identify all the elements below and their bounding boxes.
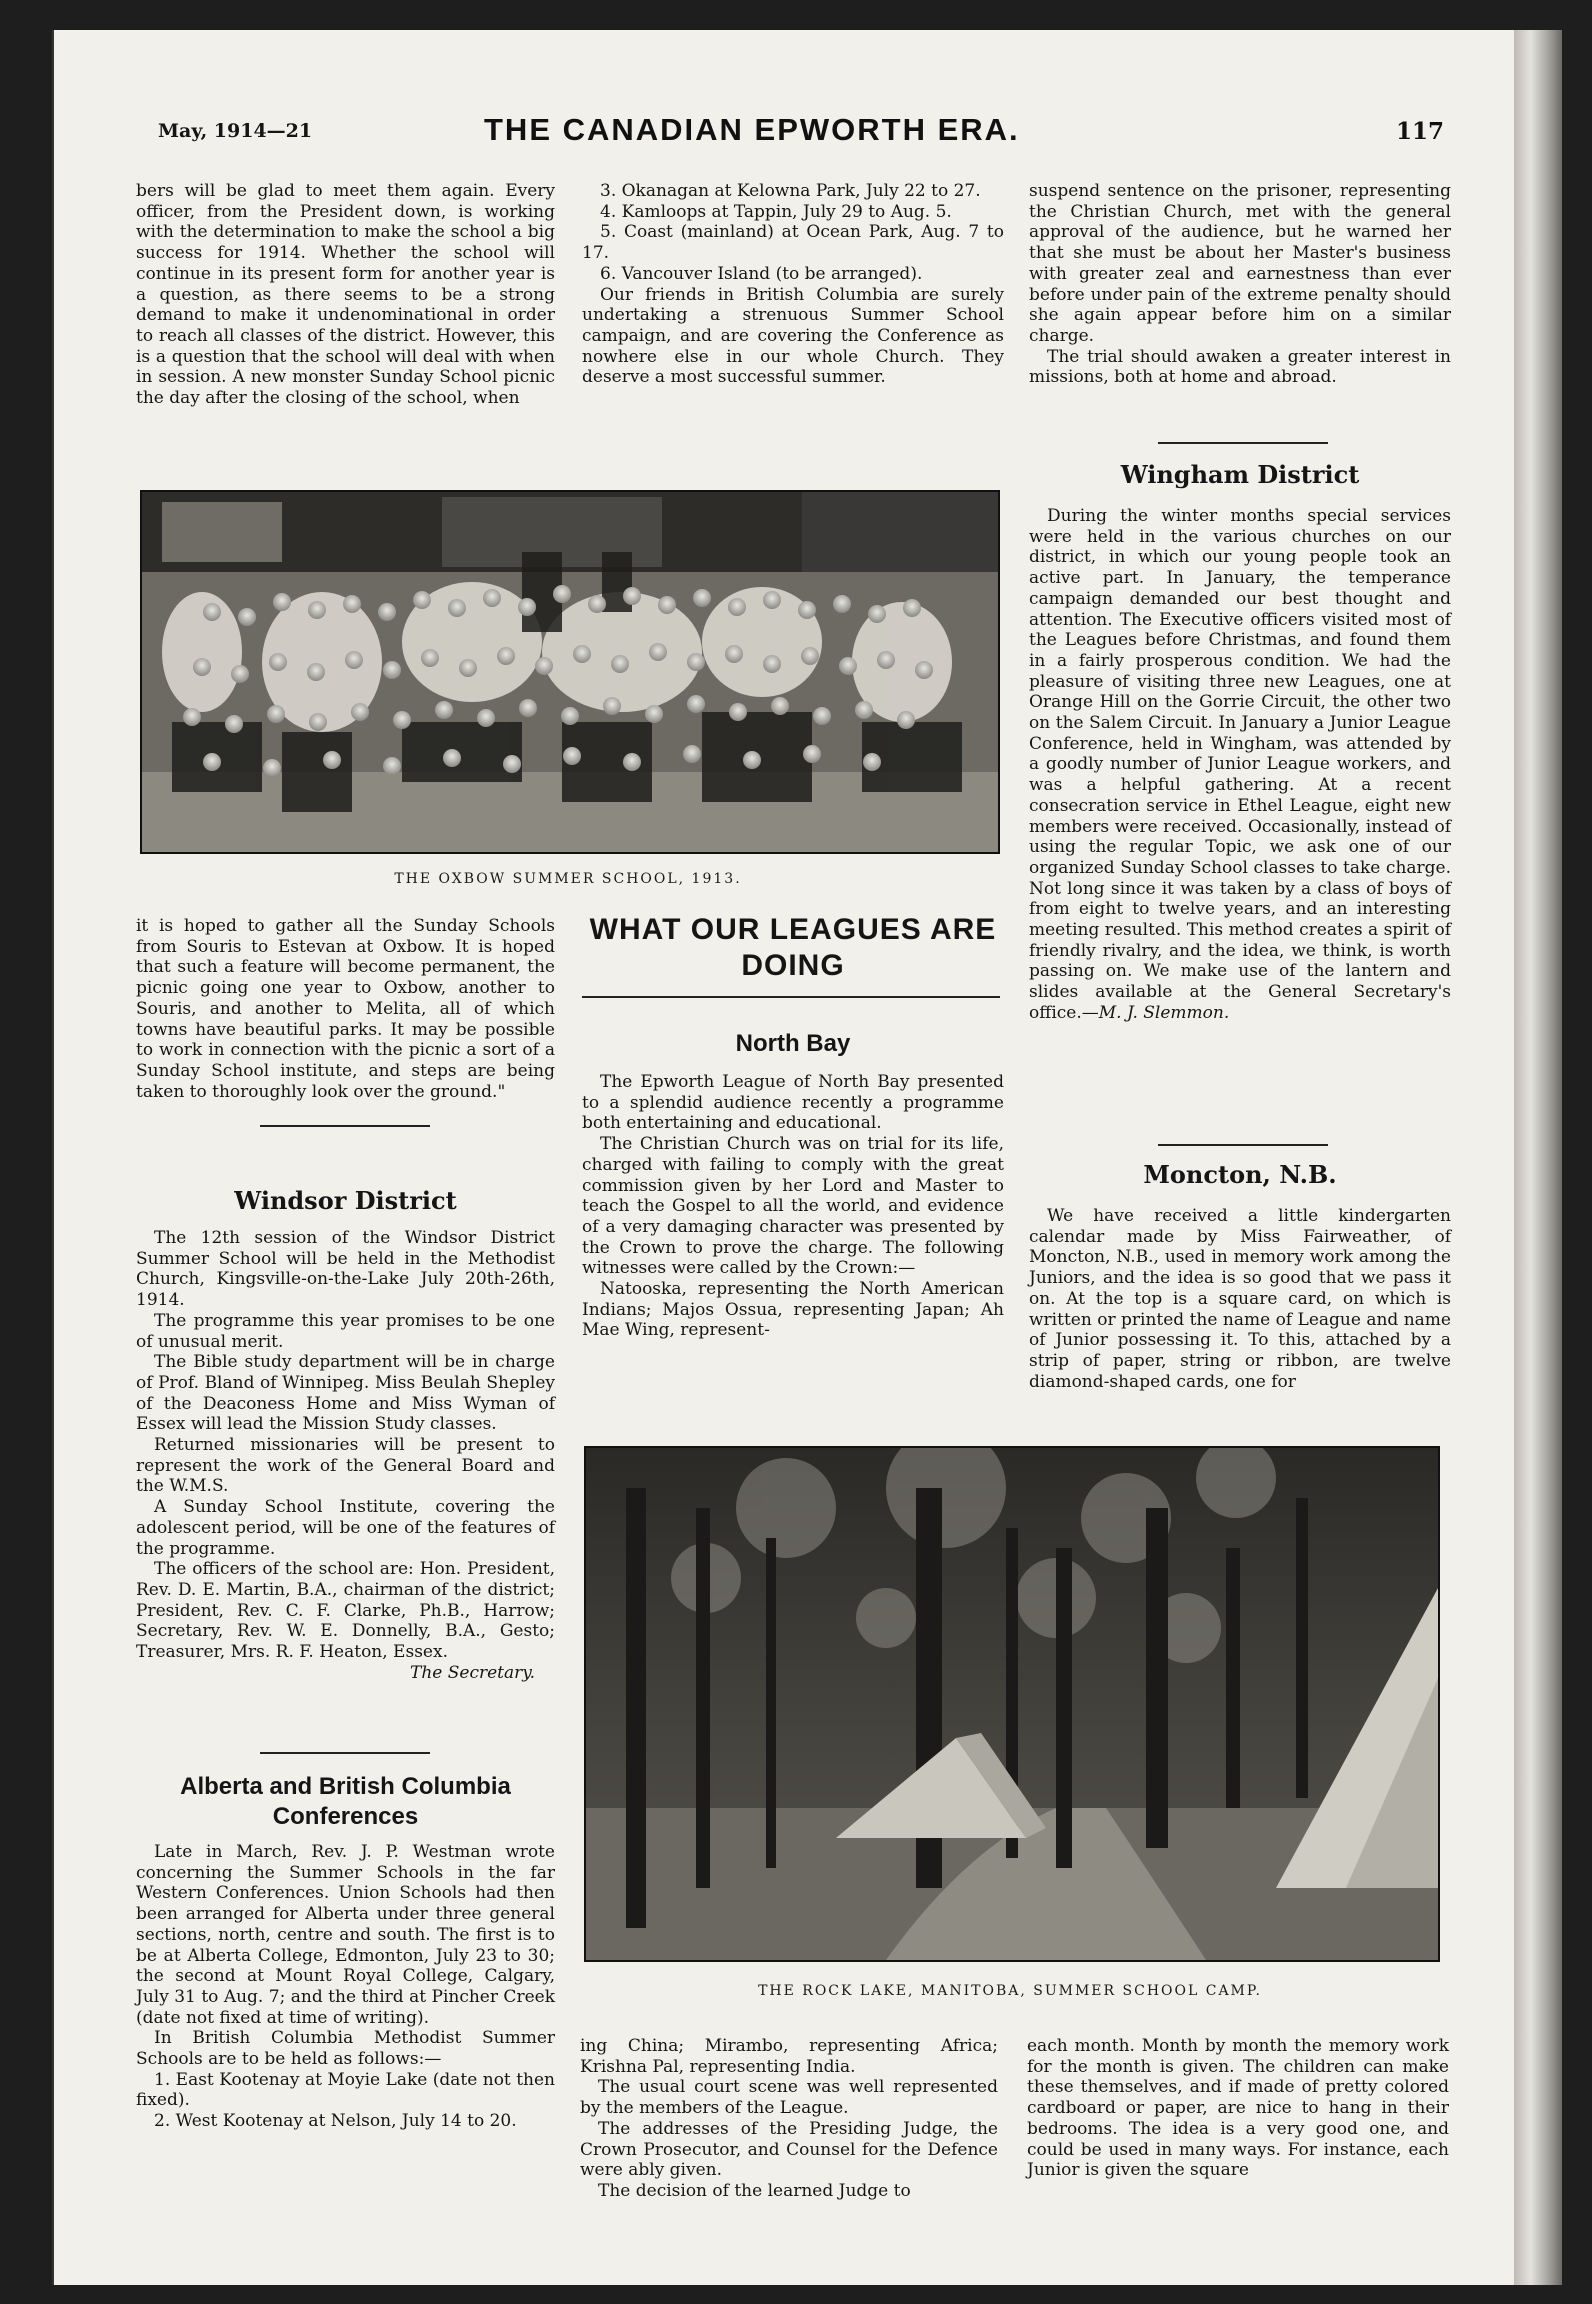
- wingham-column: [1029, 506, 1451, 1024]
- witnesses-continued: ing China; Mirambo, representing Africa; Krishna Pal, representing India.: [580, 2036, 998, 2077]
- wingham-heading: Wingham District: [1120, 460, 1360, 489]
- windsor-column: [136, 1228, 555, 1683]
- court-scene-para: The usual court scene was well represented by the members of the League.: [580, 2077, 998, 2119]
- alberta-para-2: In British Columbia Methodist Summer Schools are to be held as follows:—: [136, 2028, 555, 2070]
- moncton-heading: Moncton, N.B.: [1143, 1160, 1337, 1189]
- header-date-ref: May, 1914—21: [158, 120, 313, 142]
- column1-top: [136, 181, 555, 409]
- bc-item-6: 6. Vancouver Island (to be arranged).: [600, 263, 923, 284]
- moncton-continued-text: each month. Month by month the memory work for the month is given. The children can make these themselves, and if made of pretty colored cardboard or paper, are nice to hang in their bedrooms. The idea is a very good one, and could be used in many ways. For instance, each Junior is given the square: [1027, 2036, 1449, 2181]
- windsor-para-4: Returned missionaries will be present to represent the work of the General Board and the W.M.S.: [136, 1435, 555, 1497]
- north-bay-column: [582, 1072, 1004, 1341]
- alberta-item-1: 1. East Kootenay at Moyie Lake (date not then fixed).: [136, 2069, 555, 2111]
- masthead-title: THE CANADIAN EPWORTH ERA.: [484, 112, 1020, 147]
- camp-photo-image: [586, 1448, 1438, 1960]
- wingham-author: M. J. Slemmon.: [1098, 1002, 1230, 1023]
- divider-rule: [1158, 442, 1328, 444]
- windsor-heading: Windsor District: [234, 1186, 457, 1215]
- windsor-para-6: The officers of the school are: Hon. President, Rev. D. E. Martin, B.A., chairman of the district; President, Rev. C. F. Clarke, Ph.B., Harrow; Secretary, Rev. W. E. Donnelly, B.A., Gesto; Treasurer, Mrs. R. F. Heaton, Essex.: [136, 1559, 555, 1663]
- north-bay-para-3: Natooska, representing the North American Indians; Majos Ossua, representing Japan; Ah Mae Wing, represent-: [582, 1279, 1004, 1341]
- column3-top: [1029, 181, 1451, 388]
- windsor-para-3: The Bible study department will be in charge of Prof. Bland of Winnipeg. Miss Beulah Shepley of the Deaconess Home and Miss Wyman of Essex will lead the Mission Study classes.: [136, 1352, 555, 1435]
- bc-item-5: 5. Coast (mainland) at Ocean Park, Aug. 7 to 17.: [582, 222, 1004, 264]
- oxbow-group-photo: [140, 490, 1000, 854]
- north-bay-continued-text: suspend sentence on the prisoner, representing the Christian Church, met with the general approval of the audience, but he warned her that she must be about her Master's business with greater zeal and earnestness than ever before under pain of the extreme penalty should she again appear before him on a similar charge.: [1029, 181, 1451, 346]
- divider-rule: [260, 1752, 430, 1754]
- windsor-para-1: The 12th session of the Windsor District Summer School will be held in the Methodist Church, Kingsville-on-the-Lake July 20th-26th, 1914.: [136, 1228, 555, 1311]
- leagues-main-heading: WHAT OUR LEAGUES ARE DOING: [589, 913, 997, 982]
- alberta-column: [136, 1842, 555, 2132]
- north-bay-para-1: The Epworth League of North Bay presented to a splendid audience recently a programme both entertaining and educational.: [582, 1072, 1004, 1134]
- wingham-text: During the winter months special services were held in the various churches on our district, in which our young people took an active part. In January, the temperance campaign demanded our best thought and attention. The Executive officers visited most of the Leagues before Christmas, and found them in a fairly prosperous condition. We had the pleasure of visiting three new Leagues, one at Orange Hill on the Gorrie Circuit, the other two on the Salem Circuit. In January a Junior League Conference, held in Wingham, was attended by a goodly number of Junior League workers, and was a helpful gathering. At a recent consecration service in Ethel League, eight new members were received. Occasionally, instead of using the regular Topic, we ask one of our organized Sunday School classes to take charge. Not long since it was taken by a class of boys of from eight to twelve years, and an interesting meeting resulted. This method creates a spirit of friendly rivalry, and the idea, we think, is worth passing on. We make use of the lantern and slides available at the General Secretary's office.—M. J. Slemmon.: [1029, 506, 1451, 1023]
- column1-mid-text: it is hoped to gather all the Sunday Schools from Souris to Estevan at Oxbow. It is hoped that such a feature will become permanent, the picnic going one year to Oxbow, another to Souris, and another to Melita, all of which towns have beautiful parks. It may be possible to work in connection with the picnic a sort of a Sunday School institute, and steps are being taken to thoroughly look over the ground.": [136, 916, 555, 1102]
- alberta-heading: Alberta and British Columbia Conferences: [180, 1773, 511, 1830]
- windsor-signature: The Secretary.: [409, 1662, 535, 1683]
- bc-item-4: 4. Kamloops at Tappin, July 29 to Aug. 5.: [600, 201, 952, 222]
- north-bay-heading: North Bay: [735, 1030, 851, 1057]
- leagues-heading-rule: [582, 996, 1000, 998]
- windsor-para-5: A Sunday School Institute, covering the adolescent period, will be one of the features of the programme.: [136, 1497, 555, 1559]
- north-bay-para-2: The Christian Church was on trial for its life, charged with failing to comply with the great commission given by her Lord and Master to teach the Gospel to all the world, and evidence of a very damaging character was presented by the Crown to prove the charge. The following witnesses were called by the Crown:—: [582, 1134, 1004, 1279]
- book-spine: [1514, 30, 1562, 2285]
- bc-item-3: 3. Okanagan at Kelowna Park, July 22 to 27.: [600, 181, 981, 201]
- decision-para: The decision of the learned Judge to: [598, 2180, 911, 2201]
- moncton-text: We have received a little kindergarten calendar made by Miss Fairweather, of Moncton, N.B., used in memory work among the Juniors, and the idea is so good that we pass it on. At the top is a square card, on which is written or printed the name of League and name of Junior possessing it. To this, attached by a strip of paper, string or ribbon, are twelve diamond-shaped cards, one for: [1029, 1206, 1451, 1392]
- oxbow-photo-caption: THE OXBOW SUMMER SCHOOL, 1913.: [394, 871, 742, 887]
- rock-lake-photo-caption: THE ROCK LAKE, MANITOBA, SUMMER SCHOOL CAMP.: [758, 1983, 1262, 1999]
- rock-lake-camp-photo: [584, 1446, 1440, 1962]
- column2-top: [582, 181, 1004, 388]
- column1-top-text: bers will be glad to meet them again. Every officer, from the President down, is working with the determination to make the school a big success for 1914. Whether the school will continue in its present form for another year is a question, as there seems to be a strong demand to make it undenominational in order to reach all classes of the district. However, this is a question that the school will deal with when in session. A new monster Sunday School picnic the day after the closing of the school, when: [136, 181, 555, 409]
- bc-summary-paragraph: Our friends in British Columbia are surely undertaking a strenuous Summer School campaign, and are covering the Conference as nowhere else in our whole Church. They deserve a most successful summer.: [582, 284, 1004, 388]
- moncton-column: [1029, 1206, 1451, 1392]
- windsor-para-2: The programme this year promises to be one of unusual merit.: [136, 1310, 555, 1352]
- column3-bottom: [1027, 2036, 1449, 2181]
- alberta-item-2: 2. West Kootenay at Nelson, July 14 to 20.: [154, 2111, 517, 2132]
- alberta-para-1: Late in March, Rev. J. P. Westman wrote concerning the Summer Schools in the far Western Conferences. Union Schools had then been arranged for Alberta under three general sections, north, centre and south. The first is to be at Alberta College, Edmonton, July 23 to 30; the second at Mount Royal College, Calgary, July 31 to Aug. 7; and the third at Pincher Creek (date not fixed at time of writing).: [136, 1842, 555, 2028]
- column1-mid: [136, 916, 555, 1102]
- group-photo-image: [142, 492, 998, 852]
- divider-rule: [260, 1125, 430, 1127]
- addresses-para: The addresses of the Presiding Judge, the Crown Prosecutor, and Counsel for the Defence were ably given.: [580, 2118, 998, 2181]
- page-number: 117: [1396, 118, 1445, 145]
- divider-rule: [1158, 1144, 1328, 1146]
- north-bay-closing-text: The trial should awaken a greater interest in missions, both at home and abroad.: [1029, 346, 1451, 388]
- column2-bottom: [580, 2036, 998, 2202]
